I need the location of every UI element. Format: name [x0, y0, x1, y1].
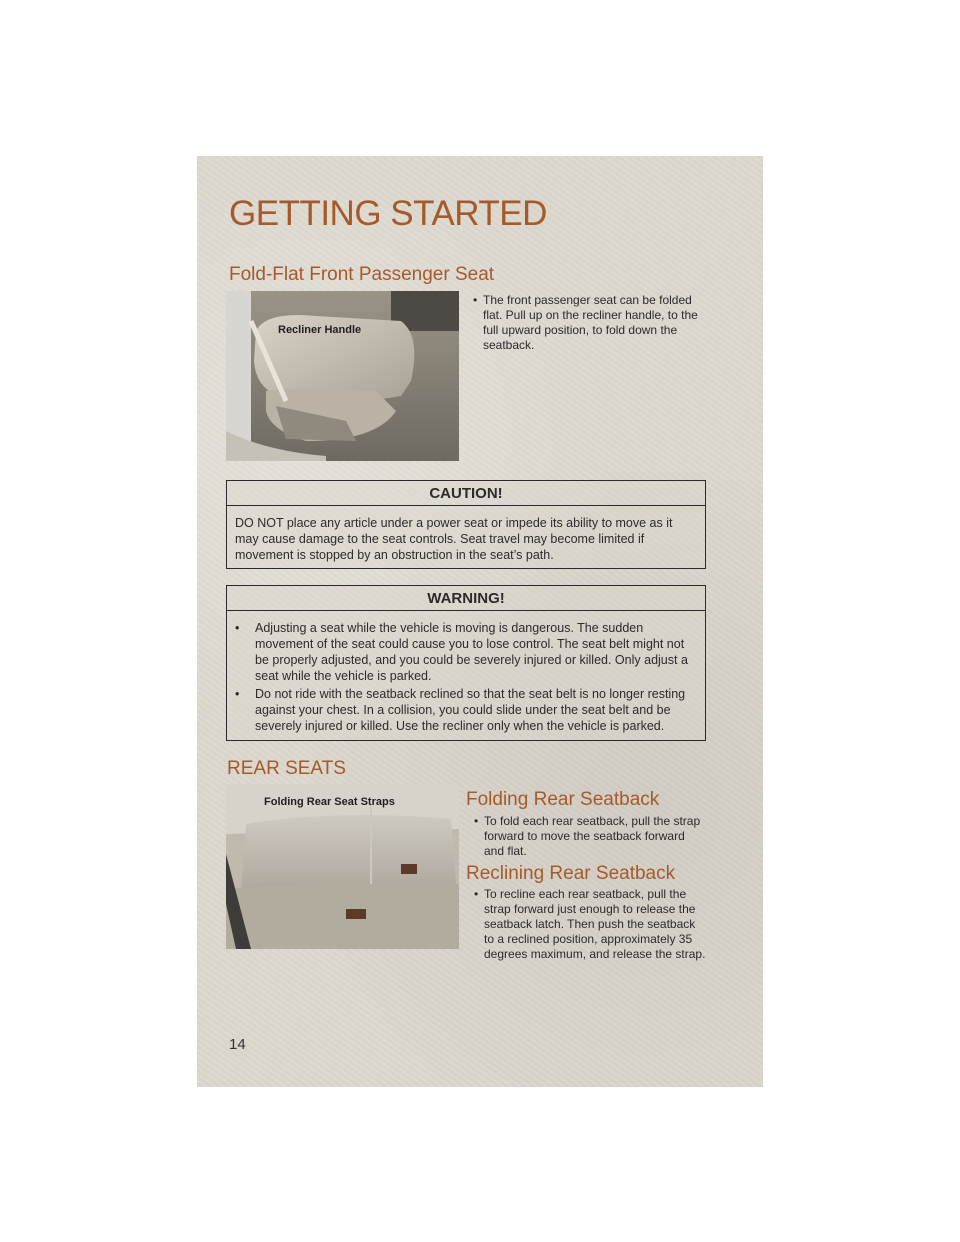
rear-seat-photo — [226, 784, 459, 949]
page-number: 14 — [229, 1036, 246, 1053]
rear-seats-heading: REAR SEATS — [227, 758, 346, 779]
warning-item-text: Do not ride with the seatback reclined so that the seat belt is no longer resting against your chest. In a collision, you could slide under the seat belt and be severely injured or killed. Use the recliner only when the vehicle is parked. — [255, 687, 686, 733]
reclining-rear-bullets — [474, 887, 706, 962]
front-seat-illustration — [226, 291, 459, 461]
warning-item — [235, 620, 697, 684]
caution-box — [226, 480, 706, 569]
warning-heading: WARNING! — [227, 586, 705, 611]
reclining-rear-bullet: • To recline each rear seatback, pull the strap forward just enough to release the seatback latch. Then push the seatback to a reclined position, approximately 35 degrees maximum, and release the strap. — [474, 887, 706, 962]
caution-text: DO NOT place any article under a power seat or impede its ability to move as it may cause damage to the seat controls. Seat travel may become limited if movement is stopped by an obstruction in the seat’s path. — [235, 516, 673, 562]
folding-rear-seatback-heading: Folding Rear Seatback — [466, 789, 660, 810]
rear-seat-straps-caption: Folding Rear Seat Straps — [264, 796, 395, 808]
section-title: GETTING STARTED — [229, 194, 547, 233]
manual-page — [197, 156, 763, 1087]
warning-item — [235, 686, 697, 734]
recliner-handle-caption: Recliner Handle — [278, 324, 362, 336]
fold-flat-heading: Fold-Flat Front Passenger Seat — [229, 264, 495, 285]
front-seat-photo — [226, 291, 459, 461]
folding-rear-bullets — [474, 814, 704, 859]
reclining-rear-seatback-heading: Reclining Rear Seatback — [466, 863, 676, 884]
warning-box — [226, 585, 706, 741]
folding-rear-bullet: • To fold each rear seatback, pull the strap forward to move the seatback forward and flat. — [474, 814, 704, 859]
rear-seat-illustration — [226, 784, 459, 949]
caution-heading: CAUTION! — [227, 481, 705, 506]
fold-flat-bullets — [473, 293, 703, 353]
fold-flat-bullet: • The front passenger seat can be folded flat. Pull up on the recliner handle, to the full upward position, to fold down the seatback. — [473, 293, 703, 353]
warning-list — [227, 611, 705, 742]
warning-item-text: Adjusting a seat while the vehicle is moving is dangerous. The sudden movement of the seat could cause you to lose control. The seat belt might not be properly adjusted, and you could be severely injured or killed. Only adjust a seat while the vehicle is parked. — [255, 621, 688, 683]
